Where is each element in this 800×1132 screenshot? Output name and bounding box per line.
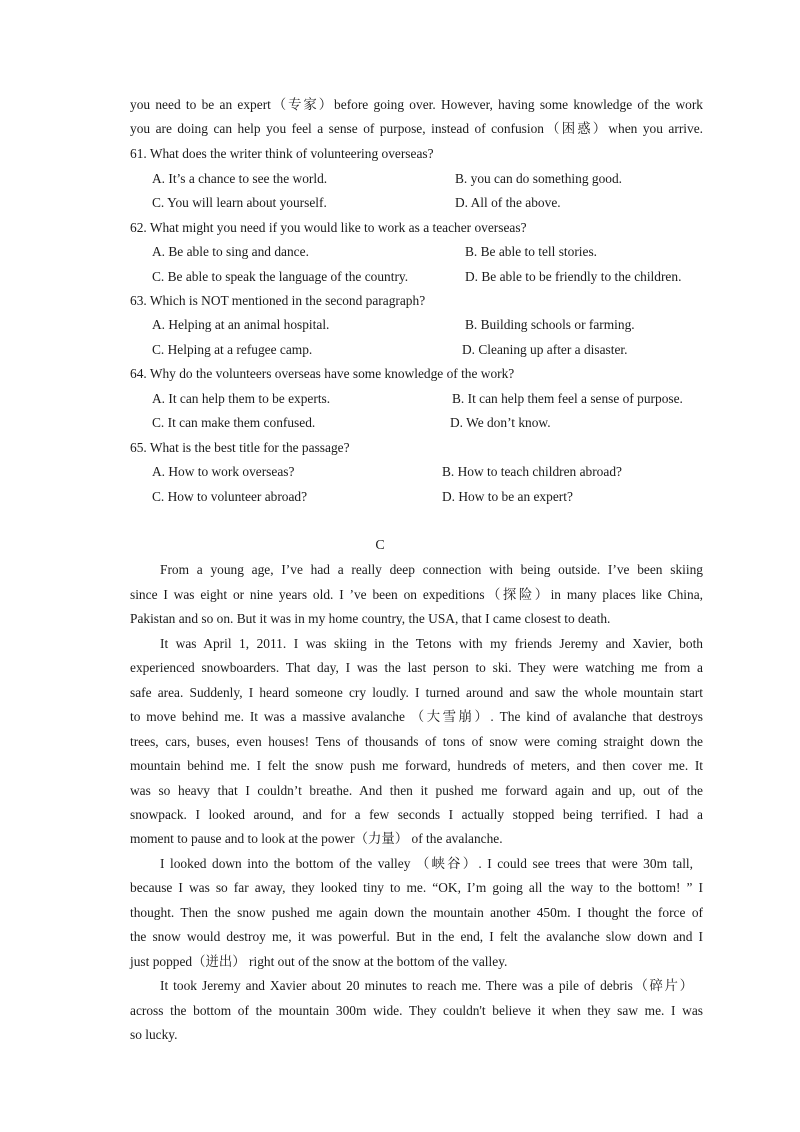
option-b: B. you can do something good.	[455, 171, 622, 186]
passage-line: just popped（迸出） right out of the snow at the bottom of the valley.	[130, 954, 508, 969]
option-b: B. It can help them feel a sense of purpose.	[452, 391, 683, 406]
option-a: A. It’s a chance to see the world.	[152, 171, 328, 186]
passage-line: Pakistan and so on. But it was in my home country, the USA, that I came closest to death.	[130, 611, 611, 626]
passage-line: It took Jeremy and Xavier about 20 minutes to reach me. There was a pile of debris（碎片）	[160, 978, 693, 993]
passage-line: moment to pause and to look at the power（力量） of the avalanche.	[130, 831, 503, 846]
passage-line: so lucky.	[130, 1027, 178, 1042]
passage-line: experienced snowboarders. That day, I was the last person to ski. They were watching me from a	[130, 660, 703, 675]
option-c: C. How to volunteer abroad?	[152, 489, 308, 504]
passage-line: the snow would destroy me, it was powerful. But in the end, I felt the avalanche slow down and I	[130, 929, 703, 944]
option-a: A. Helping at an animal hospital.	[152, 317, 330, 332]
option-c: C. It can make them confused.	[152, 415, 316, 430]
question-stem: 62. What might you need if you would like to work as a teacher overseas?	[130, 220, 527, 235]
passage-line: thought. Then the snow pushed me again down the mountain another 450m. I thought the force of	[130, 905, 703, 920]
passage-line: snowpack. I looked around, and for a few seconds I actually stopped being terrified. I had a	[130, 807, 703, 822]
intro-line-2: you are doing can help you feel a sense of purpose, instead of confusion（困惑）when you arrive.	[130, 121, 703, 136]
passage-line: From a young age, I’ve had a really deep connection with being outside. I’ve been skiing	[160, 562, 703, 577]
option-b: B. Building schools or farming.	[465, 317, 635, 332]
passage-line: was so heavy that I couldn’t breathe. And then it pushed me forward again and up, out of the	[130, 783, 703, 798]
option-d: D. Cleaning up after a disaster.	[462, 342, 628, 357]
option-d: D. We don’t know.	[450, 415, 551, 430]
passage-line: mountain behind me. I felt the snow push me forward, hundreds of meters, and then cover me. It	[130, 758, 703, 773]
option-a: A. Be able to sing and dance.	[152, 244, 309, 259]
question-stem: 65. What is the best title for the passage?	[130, 440, 350, 455]
option-b: B. How to teach children abroad?	[442, 464, 622, 479]
question-stem: 61. What does the writer think of volunteering overseas?	[130, 146, 434, 161]
option-c: C. Be able to speak the language of the country.	[152, 269, 409, 284]
passage-line: trees, cars, buses, even houses! Tens of thousands of tons of snow were coming straight down the	[130, 734, 703, 749]
intro-line-1: you need to be an expert（专家）before going over. However, having some knowledge of the work	[130, 97, 703, 112]
passage-line: safe area. Suddenly, I heard someone cry loudly. I turned around and saw the whole mountain start	[130, 685, 703, 700]
passage-line: I looked down into the bottom of the valley （峡谷）. I could see trees that were 30m tall,	[160, 856, 693, 871]
option-b: B. Be able to tell stories.	[465, 244, 598, 259]
passage-line: across the bottom of the mountain 300m wide. They couldn't believe it when they saw me. I was	[130, 1003, 703, 1018]
question-stem: 63. Which is NOT mentioned in the second paragraph?	[130, 293, 426, 308]
option-a: A. How to work overseas?	[152, 464, 295, 479]
passage-line: because I was so far away, they looked tiny to me. “OK, I’m going all the way to the bottom! ” I	[130, 880, 703, 895]
section-heading: C	[375, 538, 385, 553]
passage-line: since I was eight or nine years old. I ’ve been on expeditions（探险）in many places like China,	[130, 587, 703, 602]
option-d: D. How to be an expert?	[442, 489, 573, 504]
question-stem: 64. Why do the volunteers overseas have some knowledge of the work?	[130, 366, 515, 381]
option-d: D. Be able to be friendly to the children.	[465, 269, 682, 284]
option-a: A. It can help them to be experts.	[152, 391, 331, 406]
option-c: C. Helping at a refugee camp.	[152, 342, 313, 357]
option-d: D. All of the above.	[455, 195, 561, 210]
option-c: C. You will learn about yourself.	[152, 195, 327, 210]
passage-line: to move behind me. It was a massive avalanche （大雪崩）. The kind of avalanche that destroys	[130, 709, 703, 724]
passage-line: It was April 1, 2011. I was skiing in the Tetons with my friends Jeremy and Xavier, both	[160, 636, 703, 651]
